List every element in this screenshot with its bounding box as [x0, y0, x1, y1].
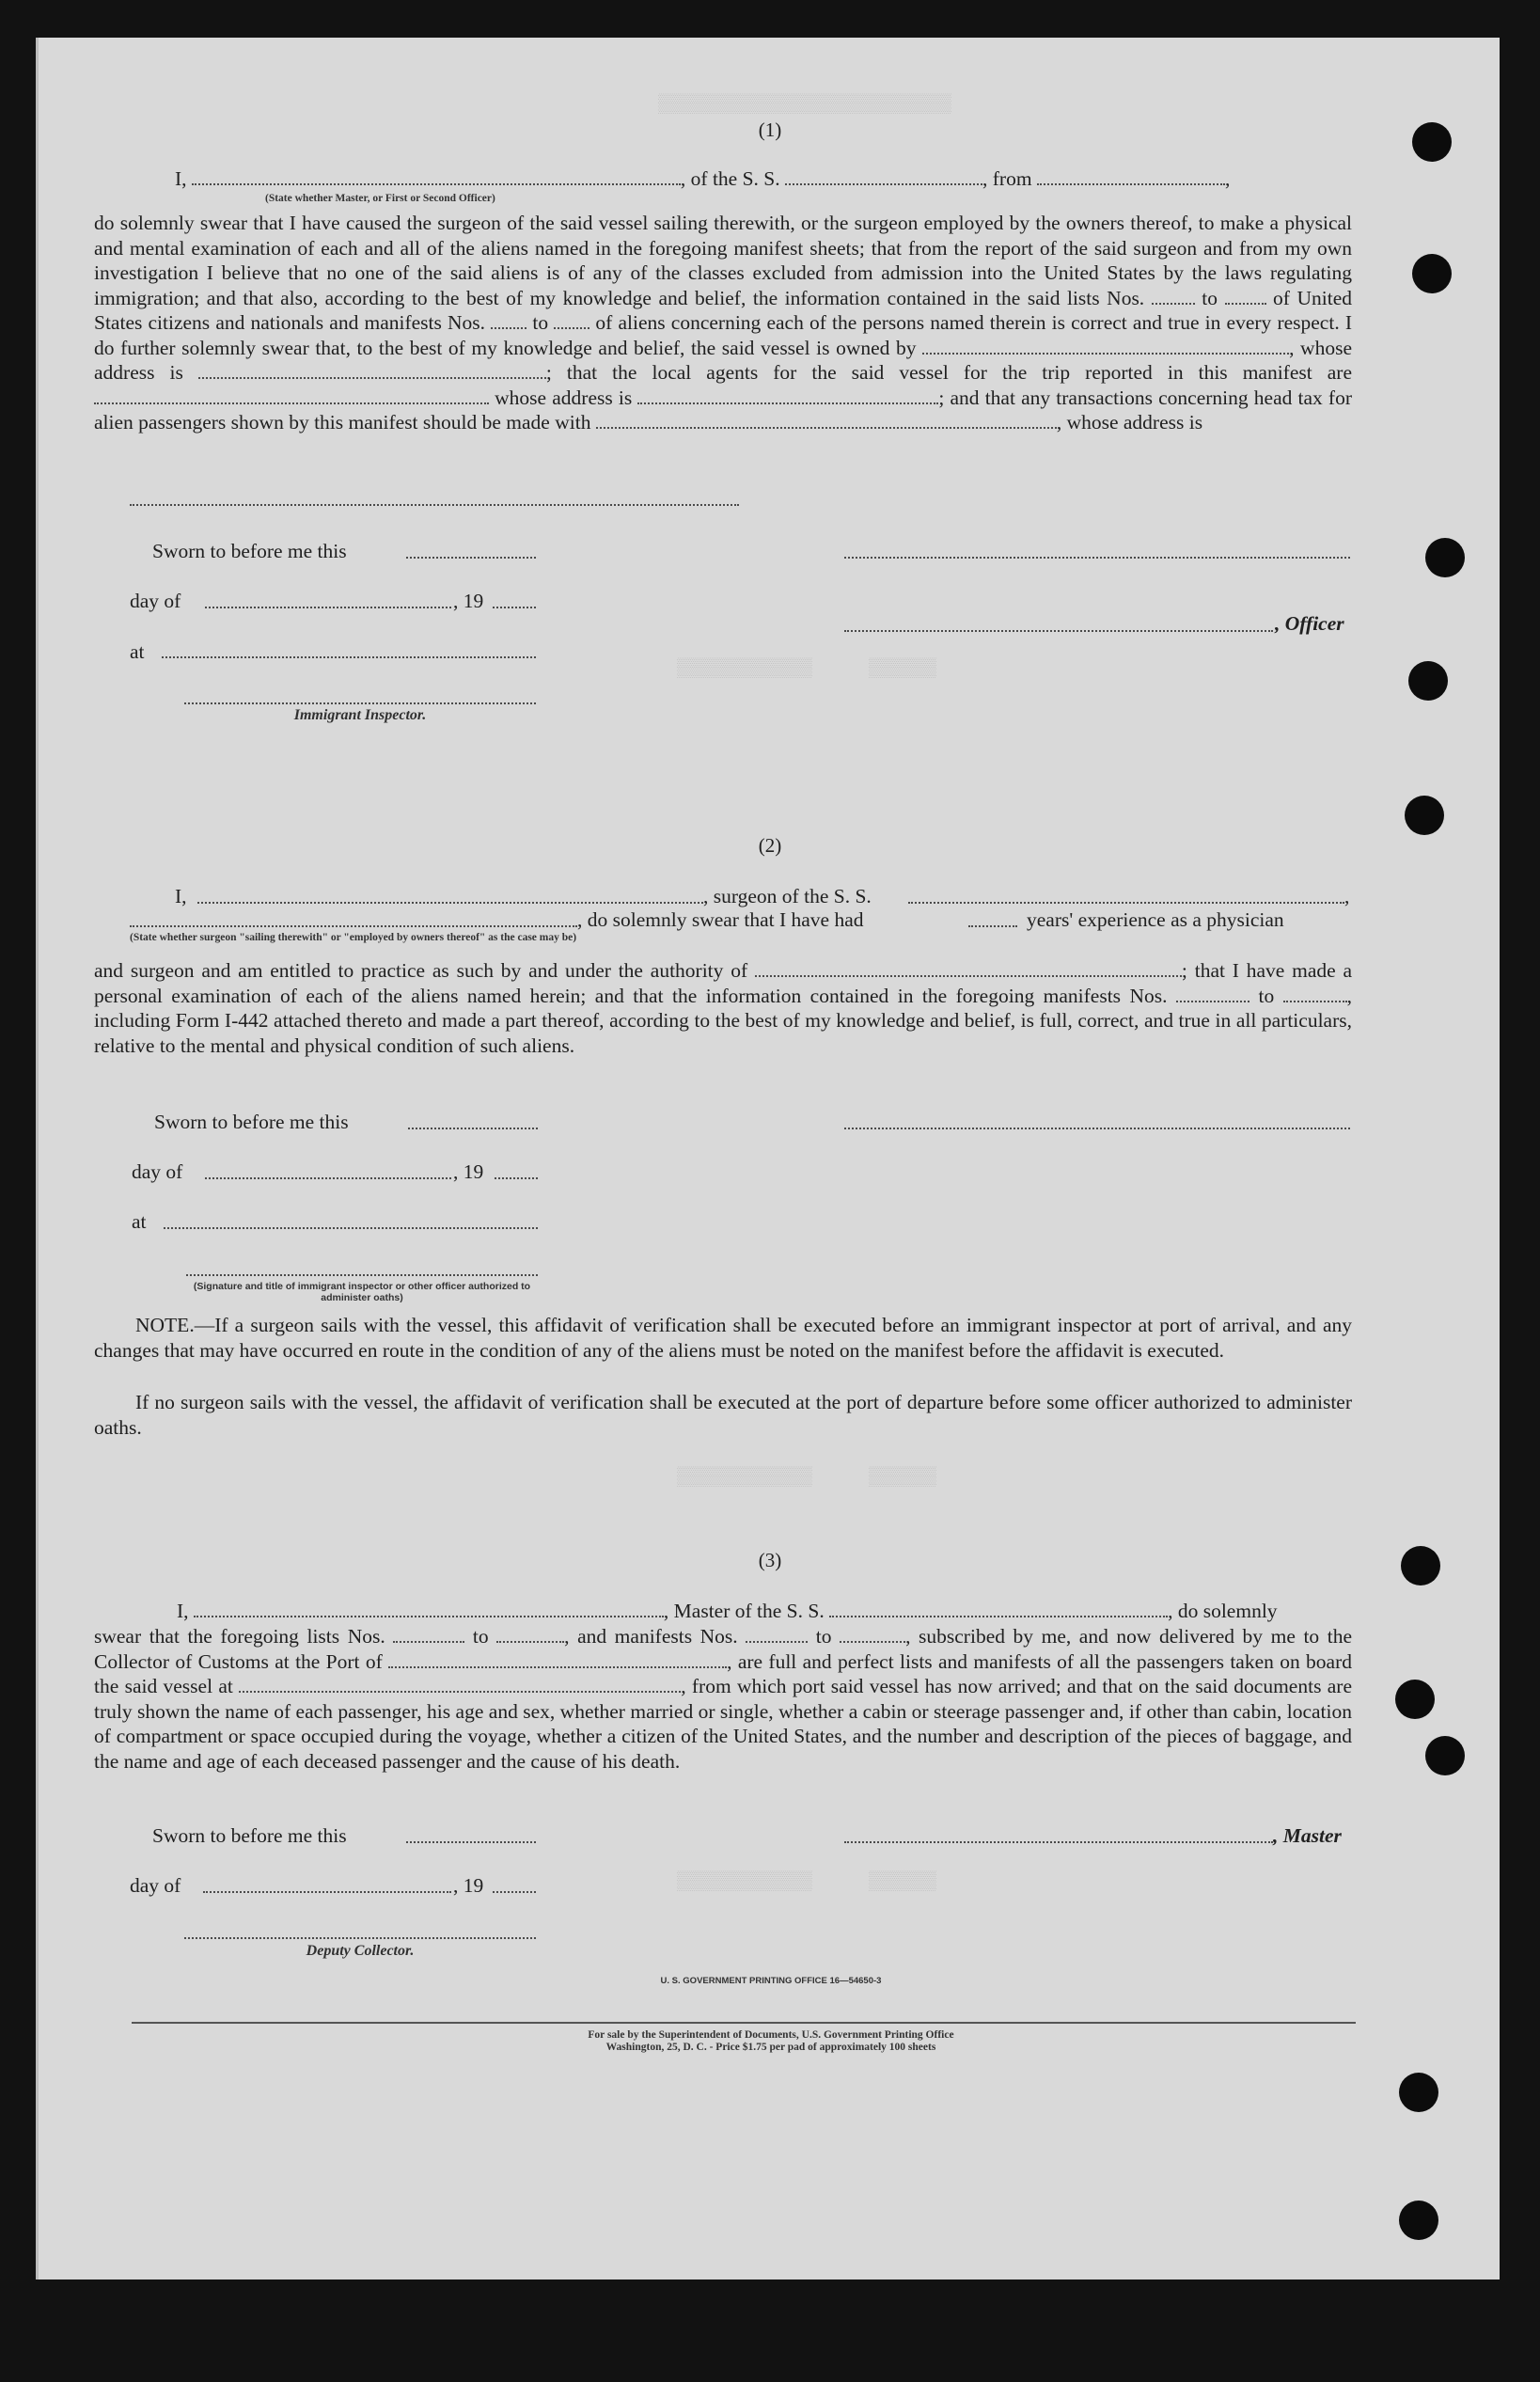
- day-of-label: day of: [132, 1160, 183, 1183]
- from-label: , from: [982, 167, 1032, 190]
- to-label: to: [815, 1625, 832, 1648]
- manifests-to-field[interactable]: [554, 314, 589, 329]
- section-2-body-text-2: that I have made a personal examination of each of the aliens named herein; and that the information contained in the foregoing manifests Nos.: [94, 959, 1353, 1007]
- surgeon-name-field[interactable]: [197, 902, 703, 904]
- sworn-label: Sworn to before me this: [152, 1824, 347, 1847]
- section-2-body-text-3: , including Form I-442 attached thereto and made a part thereof, according to the best of my knowledge and belief, is full, correct, and true in all particulars, relative to the mental and physical condition of such aliens.: [94, 984, 1353, 1057]
- surgeon-status-field[interactable]: [130, 925, 577, 927]
- master-manifests-from-field[interactable]: [746, 1628, 808, 1643]
- section-2-body-text-1: and surgeon and am entitled to practice as such by and under the authority of: [94, 959, 748, 982]
- master-signature-line[interactable]: [844, 1841, 1273, 1843]
- binder-hole: [1405, 796, 1444, 835]
- sworn-day-field[interactable]: [406, 1841, 536, 1843]
- year-field[interactable]: [493, 607, 536, 608]
- head-tax-party-field[interactable]: [596, 414, 1057, 429]
- to-label: to: [532, 311, 549, 334]
- bleed-through-texture: ▒▒▒▒▒▒▒▒▒▒▒▒ ▒▒▒▒▒▒: [677, 1871, 937, 1893]
- at-label: at: [132, 1210, 147, 1233]
- sworn-label: Sworn to before me this: [152, 540, 347, 562]
- agents-address-field[interactable]: [637, 389, 938, 404]
- lists-to-field[interactable]: [1225, 290, 1266, 305]
- years-label: years' experience as a physician: [1027, 908, 1284, 931]
- officer-name-field[interactable]: [192, 170, 681, 185]
- year-field[interactable]: [493, 1891, 536, 1893]
- section-2-i: I,: [175, 885, 187, 907]
- year-label: , 19: [453, 590, 484, 612]
- departure-port-field[interactable]: [239, 1678, 681, 1693]
- month-field[interactable]: [205, 1177, 451, 1179]
- head-tax-address-field[interactable]: [130, 504, 739, 506]
- at-label: at: [130, 640, 145, 663]
- line-end-comma: ,: [1224, 167, 1231, 190]
- inspector-signature-line[interactable]: [184, 702, 536, 704]
- month-field[interactable]: [203, 1891, 451, 1893]
- officer-label: , Officer: [1275, 612, 1344, 635]
- footer-line-2: Washington, 25, D. C. - Price $1.75 per pad of approximately 100 sheets: [605, 2042, 936, 2053]
- officer-signature-line-1[interactable]: [844, 557, 1350, 559]
- binder-hole: [1399, 2073, 1438, 2112]
- sworn-day-field[interactable]: [406, 557, 536, 559]
- to-label: to: [1202, 286, 1218, 309]
- surgeon-manifests-to-field[interactable]: [1283, 987, 1347, 1002]
- bleed-through-texture: ▒▒▒▒▒▒▒▒▒▒▒▒ ▒▒▒▒▒▒: [677, 1467, 937, 1489]
- year-field[interactable]: [495, 1177, 538, 1179]
- comma-label: ,: [1344, 885, 1350, 907]
- note-block: [94, 1313, 1352, 1363]
- section-3-body-text-3: manifests of all the passengers taken on board the said vessel at: [94, 1649, 1353, 1697]
- section-1-number: (1): [758, 118, 782, 141]
- section-1-body-text-2: of United States citizens and nationals and manifests Nos.: [94, 286, 1352, 334]
- section-3-line1: [94, 1599, 1352, 1624]
- local-agents-field[interactable]: [94, 389, 489, 404]
- year-label: , 19: [453, 1160, 484, 1183]
- note-text-1: —If a surgeon sails with the vessel, this affidavit of verification shall be executed before an immigrant inspector at port of arrival, and any changes that may have occurred en route in the condition of any of the aliens must be noted on the manifest before the affidavit is executed.: [94, 1314, 1352, 1362]
- binder-hole: [1395, 1680, 1435, 1719]
- note-label: NOTE.: [135, 1314, 195, 1336]
- day-of-label: day of: [130, 590, 181, 612]
- section-1-i: I,: [175, 167, 187, 190]
- owner-field[interactable]: [922, 339, 1289, 355]
- section-3-body: [94, 1624, 1352, 1774]
- section-1-body-text-4: ; that the local agents for the said vessel for the trip reported in this manifest are: [545, 361, 1353, 384]
- official-signature-line[interactable]: [186, 1274, 538, 1276]
- at-place-field[interactable]: [162, 656, 536, 658]
- month-field[interactable]: [205, 607, 451, 608]
- note-block-2: [94, 1390, 1352, 1440]
- surgeon-vessel-field[interactable]: [908, 902, 1344, 904]
- section-3-number: (3): [758, 1549, 782, 1571]
- whose-address-label: , whose address is: [1056, 411, 1203, 434]
- section-1-body-text-3: of aliens concerning each of the persons named therein is correct and true in every respect. I do further solemnly swear that, to the best of my knowledge and belief, the said vessel is owned by: [94, 311, 1353, 359]
- section-3-body-text-4: port said vessel has now arrived; and that on the said documents are truly shown the name of each passenger, his age and sex, whether married or single, whether a cabin or steerage passenger and, if other than cabin, location of compartment or space occupied during the voyage, whether a citizen of the United States, and the number and description of the pieces of baggage, and the name and age of each deceased passenger and the cause of his death.: [94, 1675, 1352, 1773]
- section-1-body-text-1: do solemnly swear that I have caused the surgeon of the said vessel sailing therewith, or the surgeon employed by the owners thereof, to make a physical and mental examination of each and all of the aliens named in the foregoing manifest sheets; that from the report of the said surgeon and from my own investigation I believe that no one of the said aliens is of any of the classes excluded from admission into the United States by the laws regulating immigration; and that also, according to the best of my knowledge and belief, the information contained in the said lists Nos.: [94, 212, 1352, 309]
- year-label: , 19: [453, 1874, 484, 1897]
- footer-rule: [132, 2022, 1356, 2024]
- and-manifests-label: , and manifests Nos.: [564, 1625, 738, 1648]
- from-which-label: , from which: [681, 1675, 787, 1697]
- binder-hole: [1399, 2201, 1438, 2240]
- section-3-i: I,: [177, 1600, 189, 1622]
- binder-hole: [1425, 1736, 1465, 1775]
- printer-imprint: U. S. GOVERNMENT PRINTING OFFICE 16—54650-3: [660, 1976, 882, 1986]
- bleed-through-texture: ▒▒▒▒▒▒▒▒▒▒▒▒▒▒▒▒▒▒▒▒▒▒▒▒▒▒: [658, 94, 952, 116]
- of-ss-label: , of the S. S.: [680, 167, 780, 190]
- master-manifests-to-field[interactable]: [840, 1628, 905, 1643]
- surgeon-signature-line[interactable]: [844, 1128, 1350, 1129]
- day-of-label: day of: [130, 1874, 181, 1897]
- master-lists-from-field[interactable]: [393, 1628, 464, 1643]
- port-of-arrival-field[interactable]: [388, 1653, 727, 1668]
- footer-line-1: For sale by the Superintendent of Documents, U.S. Government Printing Office: [588, 2029, 954, 2041]
- binder-hole: [1425, 538, 1465, 577]
- master-vessel-field[interactable]: [829, 1602, 1168, 1617]
- to-label: to: [472, 1625, 489, 1648]
- inspector-caption: Immigrant Inspector.: [293, 707, 427, 723]
- surgeon-manifests-from-field[interactable]: [1176, 987, 1249, 1002]
- solemnly-label: , do solemnly: [1168, 1600, 1278, 1622]
- section-1-line1: [175, 166, 1352, 192]
- lists-from-field[interactable]: [1152, 290, 1195, 305]
- binder-hole: [1412, 254, 1452, 293]
- master-of-label: , Master of the S. S.: [663, 1600, 825, 1622]
- section-3-body-text-2: delivered by me to the Collector of Customs at the Port of: [94, 1625, 1353, 1673]
- deputy-collector-caption: Deputy Collector.: [306, 1943, 415, 1959]
- bleed-through-texture: ▒▒▒▒▒▒▒▒▒▒▒▒ ▒▒▒▒▒▒: [677, 658, 937, 680]
- subscribed-label: , subscribed by me, and now: [905, 1625, 1152, 1648]
- section-2-body: [94, 958, 1352, 1058]
- master-label: , Master: [1273, 1824, 1342, 1847]
- vessel-name-field[interactable]: [785, 170, 982, 185]
- solemnly-label: , do solemnly swear that I have had: [577, 908, 864, 931]
- binder-hole: [1408, 661, 1448, 701]
- full-lists-label: , are full and perfect lists and: [727, 1649, 968, 1673]
- section-1-body-text-5: ; and that any transactions concerning head tax for alien passengers shown by this manifest should be made with: [94, 386, 1352, 434]
- section-1-body: [94, 211, 1352, 435]
- years-field[interactable]: [968, 925, 1017, 927]
- master-name-field[interactable]: [194, 1602, 664, 1617]
- manifests-from-field[interactable]: [491, 314, 526, 329]
- to-label: to: [1258, 984, 1275, 1007]
- at-place-field[interactable]: [164, 1227, 538, 1229]
- official-signature-caption: (Signature and title of immigrant inspector or other officer authorized to administer oaths): [193, 1281, 531, 1303]
- officer-signature-line-2[interactable]: [844, 630, 1273, 632]
- authority-field[interactable]: [755, 962, 1182, 977]
- from-port-field[interactable]: [1037, 170, 1225, 185]
- whose-address-label: , whose address is: [94, 336, 1352, 384]
- whose-address-label: whose address is: [495, 386, 633, 409]
- sworn-label: Sworn to before me this: [154, 1111, 349, 1133]
- owner-address-field[interactable]: [198, 364, 546, 379]
- sworn-day-field[interactable]: [408, 1128, 538, 1129]
- master-lists-to-field[interactable]: [496, 1628, 564, 1643]
- section-3-body-text-1: swear that the foregoing lists Nos.: [94, 1625, 385, 1648]
- note-text-2: If no surgeon sails with the vessel, the affidavit of verification shall be executed at the port of departure before some officer authorized to administer oaths.: [94, 1391, 1352, 1439]
- officer-rank-caption: (State whether Master, or First or Second Officer): [265, 193, 495, 204]
- section-2-number: (2): [758, 834, 782, 857]
- collector-signature-line[interactable]: [184, 1937, 536, 1939]
- surgeon-of-label: , surgeon of the S. S.: [703, 885, 872, 907]
- semicolon: ;: [1181, 959, 1187, 982]
- surgeon-status-caption: (State whether surgeon "sailing therewith" or "employed by owners thereof" as the case may be): [130, 932, 577, 943]
